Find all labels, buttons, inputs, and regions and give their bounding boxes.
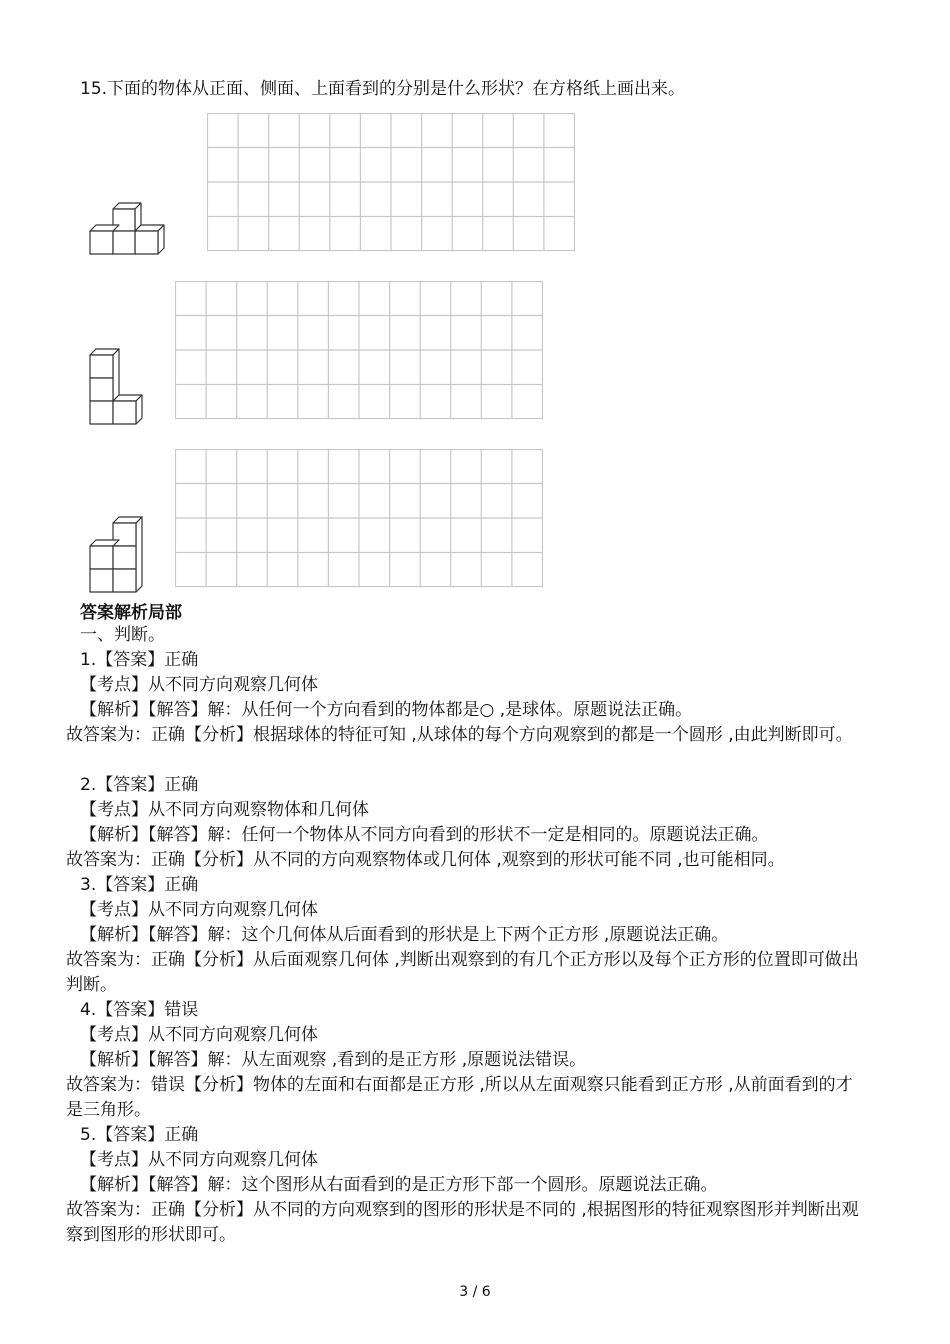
grid-lines [175,449,544,588]
answer-5: 5.【答案】正确 [80,1125,199,1145]
conclusion-3: 故答案为：正确【分析】从后面观察几何体 ,判断出观察到的有几个正方形以及每个正方形的位置即可做出判断。 [66,950,859,995]
answer-2: 2.【答案】正确 [80,775,199,795]
conclusion-2: 故答案为：正确【分析】从不同的方向观察物体或几何体 ,观察到的形状可能不同 ,也可能相同。 [66,850,785,870]
answer-1: 1.【答案】正确 [80,650,199,670]
page-number: 3 / 6 [459,1284,491,1300]
cube-drawing [86,344,150,428]
answer-4: 4.【答案】错误 [80,1000,199,1020]
question-title: 15.下面的物体从正面、侧面、上面看到的分别是什么形状？在方格纸上画出来。 [80,79,686,99]
point-3: 【考点】从不同方向观察几何体 [80,900,318,920]
cube-figure-1 [86,198,170,264]
grid-lines [207,113,576,252]
cube-figure-3 [86,512,150,600]
drawing-grid-1 [207,113,576,252]
point-1: 【考点】从不同方向观察几何体 [80,675,318,695]
drawing-grid-3 [175,449,544,588]
analysis-3: 【解析】【解答】解：这个几何体从后面看到的形状是上下两个正方形 ,原题说法正确。 [80,925,729,945]
grid-lines [175,281,544,420]
drawing-grid-2 [175,281,544,420]
conclusion-1: 故答案为：正确【分析】根据球体的特征可知 ,从球体的每个方向观察到的都是一个圆形 ,由此判断即可。 [66,725,853,745]
cube-drawing [86,512,150,596]
point-4: 【考点】从不同方向观察几何体 [80,1025,318,1045]
analysis-2: 【解析】【解答】解：任何一个物体从不同方向看到的形状不一定是相同的。原题说法正确。 [80,825,769,845]
point-2: 【考点】从不同方向观察物体和几何体 [80,800,369,820]
section-title: 一、判断。 [80,625,165,645]
answer-3: 3.【答案】正确 [80,875,199,895]
analysis-5: 【解析】【解答】解：这个图形从右面看到的是正方形下部一个圆形。原题说法正确。 [80,1175,718,1195]
analysis-4: 【解析】【解答】解：从左面观察 ,看到的是正方形 ,原题说法错误。 [80,1050,587,1070]
point-5: 【考点】从不同方向观察几何体 [80,1150,318,1170]
cube-figure-2 [86,344,150,432]
conclusion-4: 故答案为：错误【分析】物体的左面和右面都是正方形 ,所以从左面观察只能看到正方形 ,从前面看到的才是三角形。 [66,1075,853,1120]
answers-heading: 答案解析局部 [80,603,182,623]
analysis-1: 【解析】【解答】解：从任何一个方向看到的物体都是○ ,是球体。原题说法正确。 [80,700,693,720]
cube-drawing [86,198,170,260]
conclusion-5: 故答案为：正确【分析】从不同的方向观察到的图形的形状是不同的 ,根据图形的特征观察图形并判断出观察到图形的形状即可。 [66,1200,859,1245]
